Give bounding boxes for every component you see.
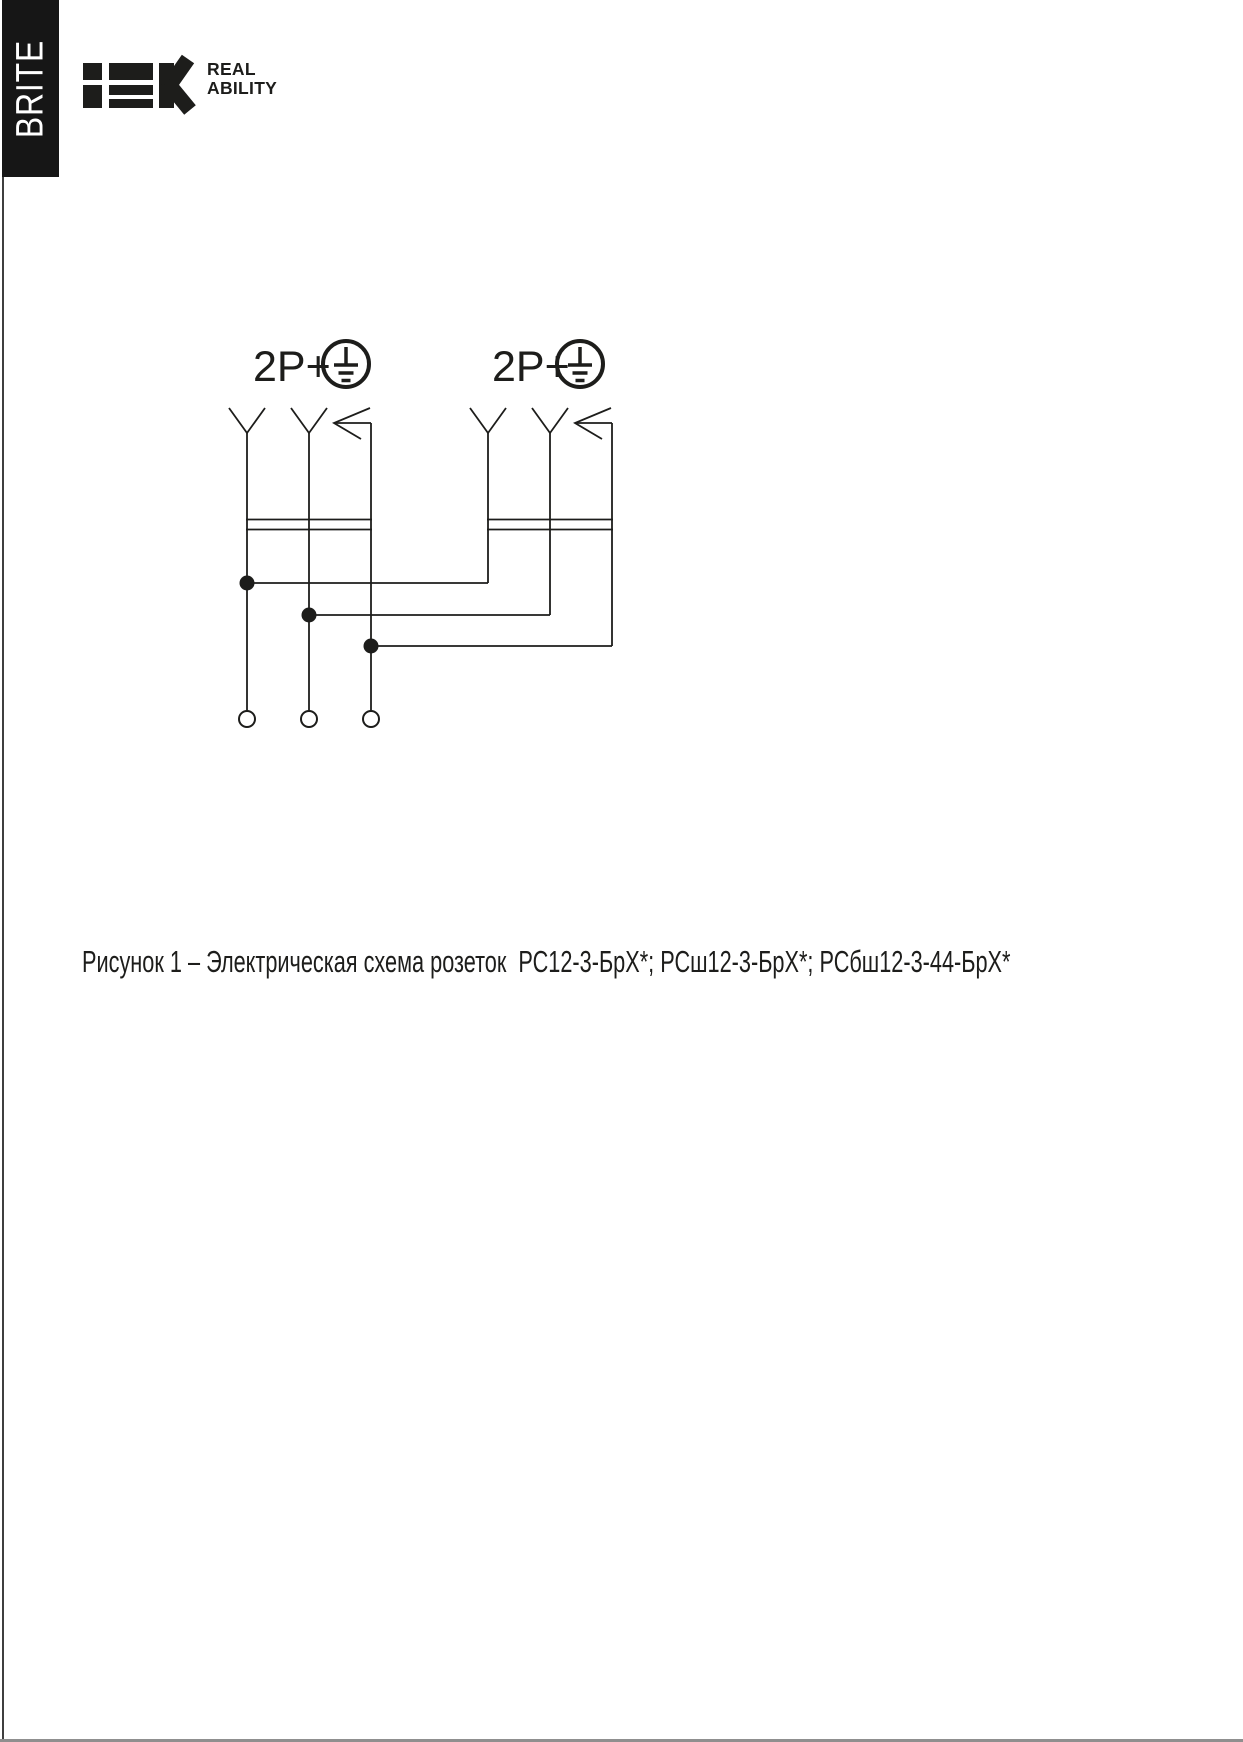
brand-tagline-line1: REAL bbox=[207, 59, 256, 79]
brand-tagline bbox=[207, 60, 277, 97]
page-left-border bbox=[2, 0, 4, 1742]
junction-dot bbox=[302, 608, 317, 623]
iek-logo-blocks bbox=[83, 63, 174, 108]
socket-2 bbox=[470, 341, 613, 646]
terminal-circle bbox=[301, 711, 317, 727]
socket-1-contact-right-icon bbox=[291, 408, 327, 433]
supply-terminals bbox=[239, 711, 379, 727]
socket-2-label: 2P+ bbox=[492, 343, 570, 391]
socket-2-contact-left-icon bbox=[470, 408, 506, 433]
socket-1-contacts bbox=[229, 408, 371, 439]
socket-2-contact-right-icon bbox=[532, 408, 568, 433]
socket-1-label: 2P+ bbox=[253, 343, 331, 391]
iek-logo-icon bbox=[83, 63, 193, 108]
junction-dot bbox=[240, 576, 255, 591]
figure-caption: Рисунок 1 – Электрическая схема розеток РС12-3-БрХ*; РСш12-3-БрХ*; РСбш12-3-44-БрХ* bbox=[82, 944, 1011, 979]
socket-1-contact-left-icon bbox=[229, 408, 265, 433]
socket-wiring-diagram bbox=[170, 300, 690, 760]
terminal-circle bbox=[363, 711, 379, 727]
brite-side-tab-label: BRITE bbox=[9, 39, 51, 138]
terminal-circle bbox=[239, 711, 255, 727]
parallel-connection-wires bbox=[240, 576, 613, 654]
socket-1 bbox=[229, 341, 372, 711]
socket-2-wires bbox=[488, 423, 612, 646]
brite-side-tab bbox=[2, 0, 59, 177]
socket-1-wires bbox=[247, 423, 371, 711]
junction-dot bbox=[364, 639, 379, 654]
socket-2-contacts bbox=[470, 408, 612, 439]
brand-tagline-line2: ABILITY bbox=[207, 77, 278, 98]
